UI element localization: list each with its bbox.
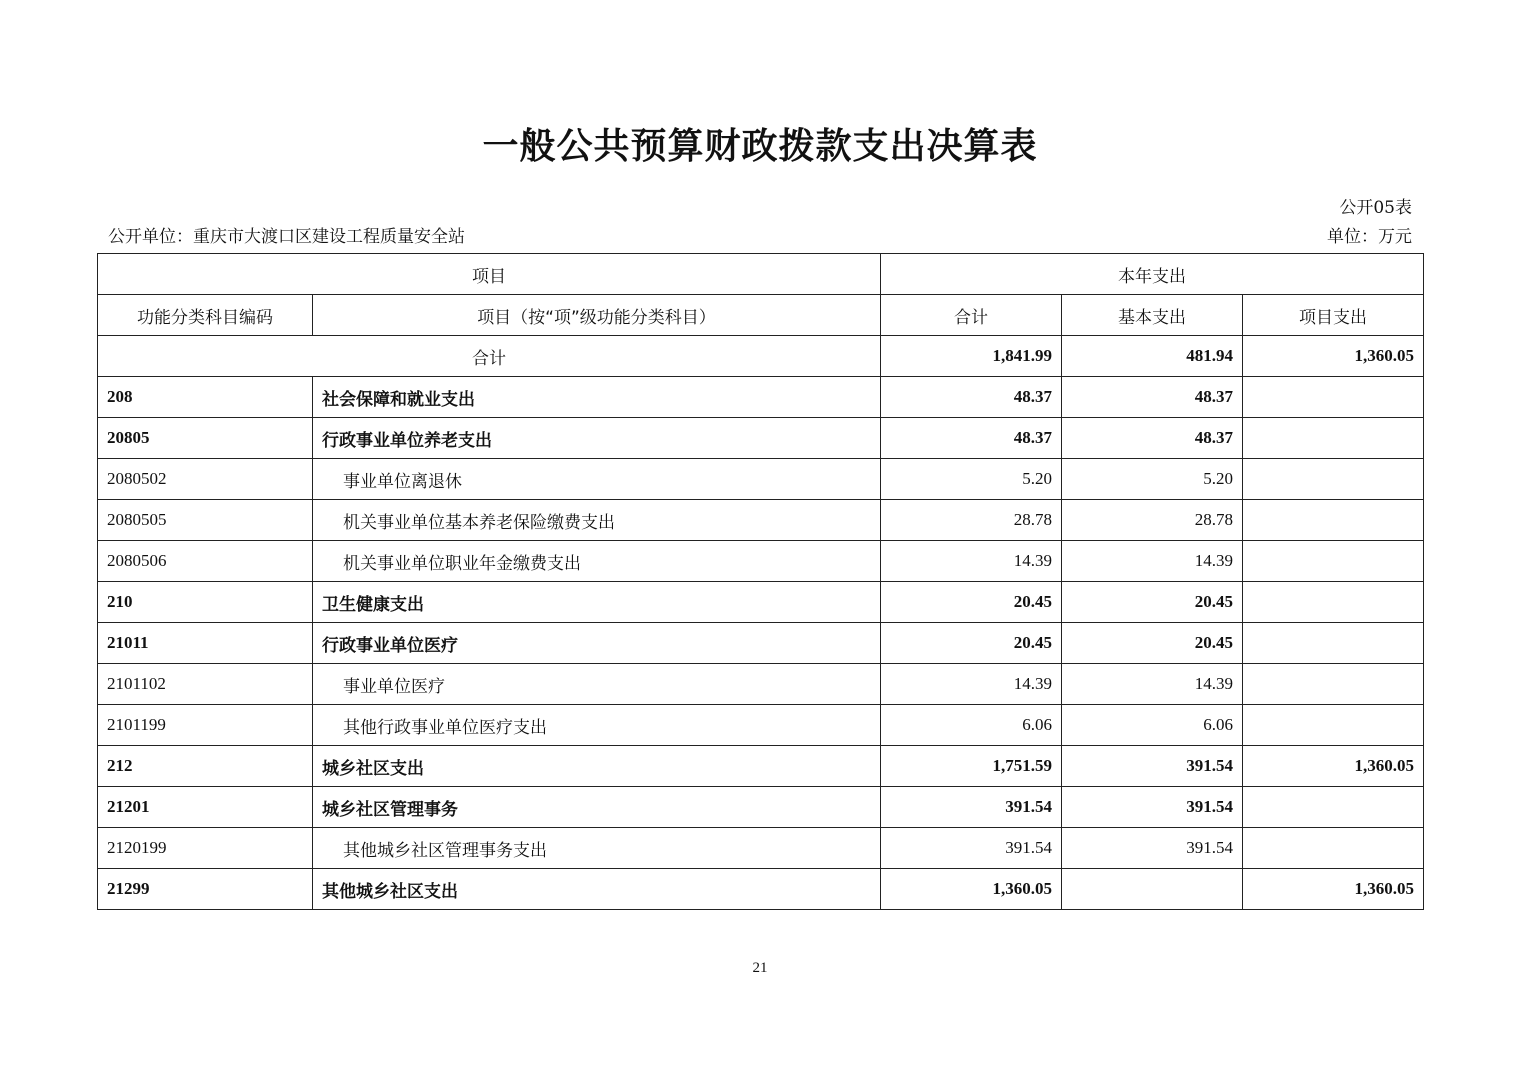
table-row bbox=[98, 541, 1424, 582]
row-item-name: 行政事业单位医疗 bbox=[313, 623, 881, 664]
row-item-name: 机关事业单位基本养老保险缴费支出 bbox=[313, 500, 881, 541]
row-code: 2120199 bbox=[98, 828, 313, 869]
row-project bbox=[1243, 418, 1424, 459]
row-basic: 20.45 bbox=[1062, 582, 1243, 623]
row-total: 391.54 bbox=[881, 828, 1062, 869]
row-total: 14.39 bbox=[881, 664, 1062, 705]
row-item-name: 行政事业单位养老支出 bbox=[313, 418, 881, 459]
header-project-expense: 项目支出 bbox=[1243, 295, 1424, 336]
header-basic: 基本支出 bbox=[1062, 295, 1243, 336]
row-code: 210 bbox=[98, 582, 313, 623]
row-project bbox=[1243, 705, 1424, 746]
table-row bbox=[98, 869, 1424, 910]
row-project bbox=[1243, 664, 1424, 705]
row-item-name: 其他城乡社区支出 bbox=[313, 869, 881, 910]
row-code: 212 bbox=[98, 746, 313, 787]
row-total: 1,751.59 bbox=[881, 746, 1062, 787]
row-total: 391.54 bbox=[881, 787, 1062, 828]
row-basic: 14.39 bbox=[1062, 541, 1243, 582]
header-total: 合计 bbox=[881, 295, 1062, 336]
row-basic: 391.54 bbox=[1062, 746, 1243, 787]
row-project bbox=[1243, 787, 1424, 828]
page-title: 一般公共预算财政拨款支出决算表 bbox=[482, 126, 1038, 167]
table-row bbox=[98, 787, 1424, 828]
row-code: 21299 bbox=[98, 869, 313, 910]
row-project bbox=[1243, 459, 1424, 500]
row-total: 6.06 bbox=[881, 705, 1062, 746]
header-item: 项目（按“项”级功能分类科目） bbox=[313, 295, 881, 336]
currency-unit: 单位：万元 bbox=[1327, 227, 1412, 247]
total-project: 1,360.05 bbox=[1243, 336, 1424, 377]
row-basic: 48.37 bbox=[1062, 418, 1243, 459]
row-total: 48.37 bbox=[881, 377, 1062, 418]
row-total: 48.37 bbox=[881, 418, 1062, 459]
table-row bbox=[98, 418, 1424, 459]
total-label: 合计 bbox=[98, 336, 881, 377]
row-project bbox=[1243, 377, 1424, 418]
header-row-2 bbox=[98, 295, 1424, 336]
row-project bbox=[1243, 500, 1424, 541]
row-total: 14.39 bbox=[881, 541, 1062, 582]
table-row bbox=[98, 746, 1424, 787]
row-project: 1,360.05 bbox=[1243, 746, 1424, 787]
row-basic: 14.39 bbox=[1062, 664, 1243, 705]
header-project: 项目 bbox=[98, 254, 881, 295]
row-total: 1,360.05 bbox=[881, 869, 1062, 910]
row-basic: 391.54 bbox=[1062, 787, 1243, 828]
table-row bbox=[98, 459, 1424, 500]
row-code: 21011 bbox=[98, 623, 313, 664]
row-project: 1,360.05 bbox=[1243, 869, 1424, 910]
row-project bbox=[1243, 582, 1424, 623]
row-basic: 5.20 bbox=[1062, 459, 1243, 500]
row-item-name: 事业单位医疗 bbox=[313, 664, 881, 705]
table-row bbox=[98, 500, 1424, 541]
row-code: 20805 bbox=[98, 418, 313, 459]
row-total: 28.78 bbox=[881, 500, 1062, 541]
header-current-year: 本年支出 bbox=[881, 254, 1424, 295]
row-item-name: 社会保障和就业支出 bbox=[313, 377, 881, 418]
row-basic bbox=[1062, 869, 1243, 910]
row-item-name: 事业单位离退休 bbox=[313, 459, 881, 500]
header-code: 功能分类科目编码 bbox=[98, 295, 313, 336]
row-code: 2080506 bbox=[98, 541, 313, 582]
row-item-name: 其他行政事业单位医疗支出 bbox=[313, 705, 881, 746]
table-row bbox=[98, 705, 1424, 746]
row-code: 21201 bbox=[98, 787, 313, 828]
row-basic: 28.78 bbox=[1062, 500, 1243, 541]
table-row bbox=[98, 623, 1424, 664]
row-total: 20.45 bbox=[881, 582, 1062, 623]
page-number: 21 bbox=[752, 960, 768, 976]
row-basic: 48.37 bbox=[1062, 377, 1243, 418]
row-code: 2101102 bbox=[98, 664, 313, 705]
row-basic: 20.45 bbox=[1062, 623, 1243, 664]
total-basic: 481.94 bbox=[1062, 336, 1243, 377]
row-basic: 391.54 bbox=[1062, 828, 1243, 869]
row-code: 2080502 bbox=[98, 459, 313, 500]
row-basic: 6.06 bbox=[1062, 705, 1243, 746]
row-code: 208 bbox=[98, 377, 313, 418]
table-row bbox=[98, 664, 1424, 705]
row-item-name: 机关事业单位职业年金缴费支出 bbox=[313, 541, 881, 582]
row-item-name: 城乡社区管理事务 bbox=[313, 787, 881, 828]
row-item-name: 其他城乡社区管理事务支出 bbox=[313, 828, 881, 869]
row-project bbox=[1243, 541, 1424, 582]
expenditure-table bbox=[97, 253, 1424, 910]
table-row bbox=[98, 582, 1424, 623]
row-code: 2101199 bbox=[98, 705, 313, 746]
row-code: 2080505 bbox=[98, 500, 313, 541]
row-item-name: 卫生健康支出 bbox=[313, 582, 881, 623]
row-total: 5.20 bbox=[881, 459, 1062, 500]
row-project bbox=[1243, 828, 1424, 869]
form-number: 公开05表 bbox=[1339, 198, 1412, 218]
table-row bbox=[98, 377, 1424, 418]
row-item-name: 城乡社区支出 bbox=[313, 746, 881, 787]
row-project bbox=[1243, 623, 1424, 664]
total-total: 1,841.99 bbox=[881, 336, 1062, 377]
header-row-1 bbox=[98, 254, 1424, 295]
total-row bbox=[98, 336, 1424, 377]
reporting-unit: 公开单位：重庆市大渡口区建设工程质量安全站 bbox=[108, 227, 465, 247]
table-row bbox=[98, 828, 1424, 869]
row-total: 20.45 bbox=[881, 623, 1062, 664]
